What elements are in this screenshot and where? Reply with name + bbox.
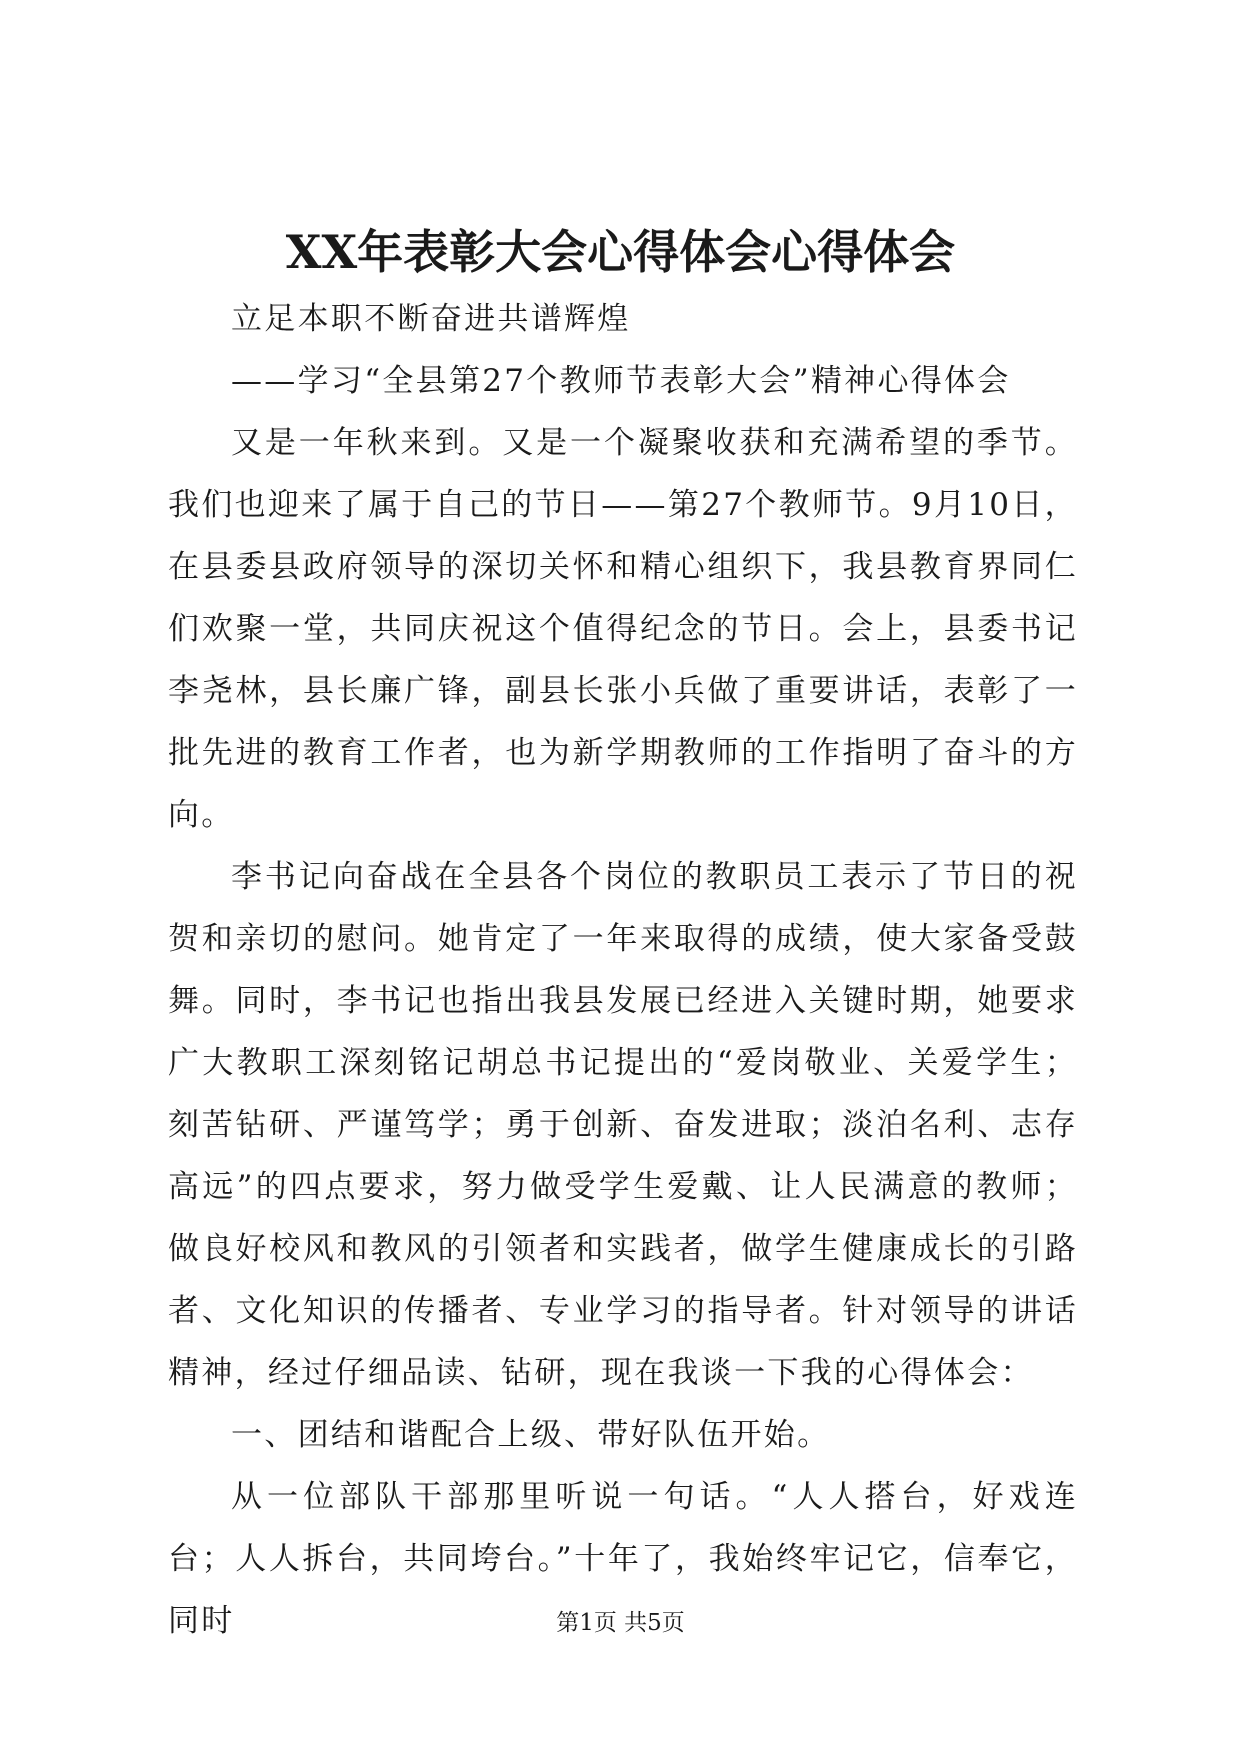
body-paragraph: 又是一年秋来到。又是一个凝聚收获和充满希望的季节。我们也迎来了属于自己的节日——第27个教师节。9月10日，在县委县政府领导的深切关怀和精心组织下，我县教育界同仁们欢聚一堂，共同庆祝这个值得纪念的节日。会上，县委书记李尧林，县长廉广锋，副县长张小兵做了重要讲话，表彰了一批先进的教育工作者，也为新学期教师的工作指明了奋斗的方向。 [168, 425, 1078, 833]
document-body [168, 288, 1078, 1652]
document-title: XX年表彰大会心得体会心得体会 [285, 225, 956, 279]
body-paragraph: 从一位部队干部那里听说一句话。“人人搭台，好戏连台；人人拆台，共同垮台。”十年了，我始终牢记它，信奉它，同时 [168, 1479, 1078, 1639]
section-heading: 一、团结和谐配合上级、带好队伍开始。 [231, 1417, 831, 1453]
page-number-footer: 第1页 共5页 [556, 1610, 685, 1636]
subtitle-paragraph: 立足本职不断奋进共谱辉煌 [231, 301, 631, 337]
body-paragraph: 李书记向奋战在全县各个岗位的教职员工表示了节日的祝贺和亲切的慰问。她肯定了一年来取得的成绩，使大家备受鼓舞。同时，李书记也指出我县发展已经进入关键时期，她要求广大教职工深刻铭记胡总书记提出的“爱岗敬业、关爱学生；刻苦钻研、严谨笃学；勇于创新、奋发进取；淡泊名利、志存高远”的四点要求，努力做受学生爱戴、让人民满意的教师；做良好校风和教风的引领者和实践者，做学生健康成长的引路者、文化知识的传播者、专业学习的指导者。针对领导的讲话精神，经过仔细品读、钻研，现在我谈一下我的心得体会： [168, 859, 1078, 1391]
subheading-paragraph: ——学习“全县第27个教师节表彰大会”精神心得体会 [231, 363, 1011, 399]
